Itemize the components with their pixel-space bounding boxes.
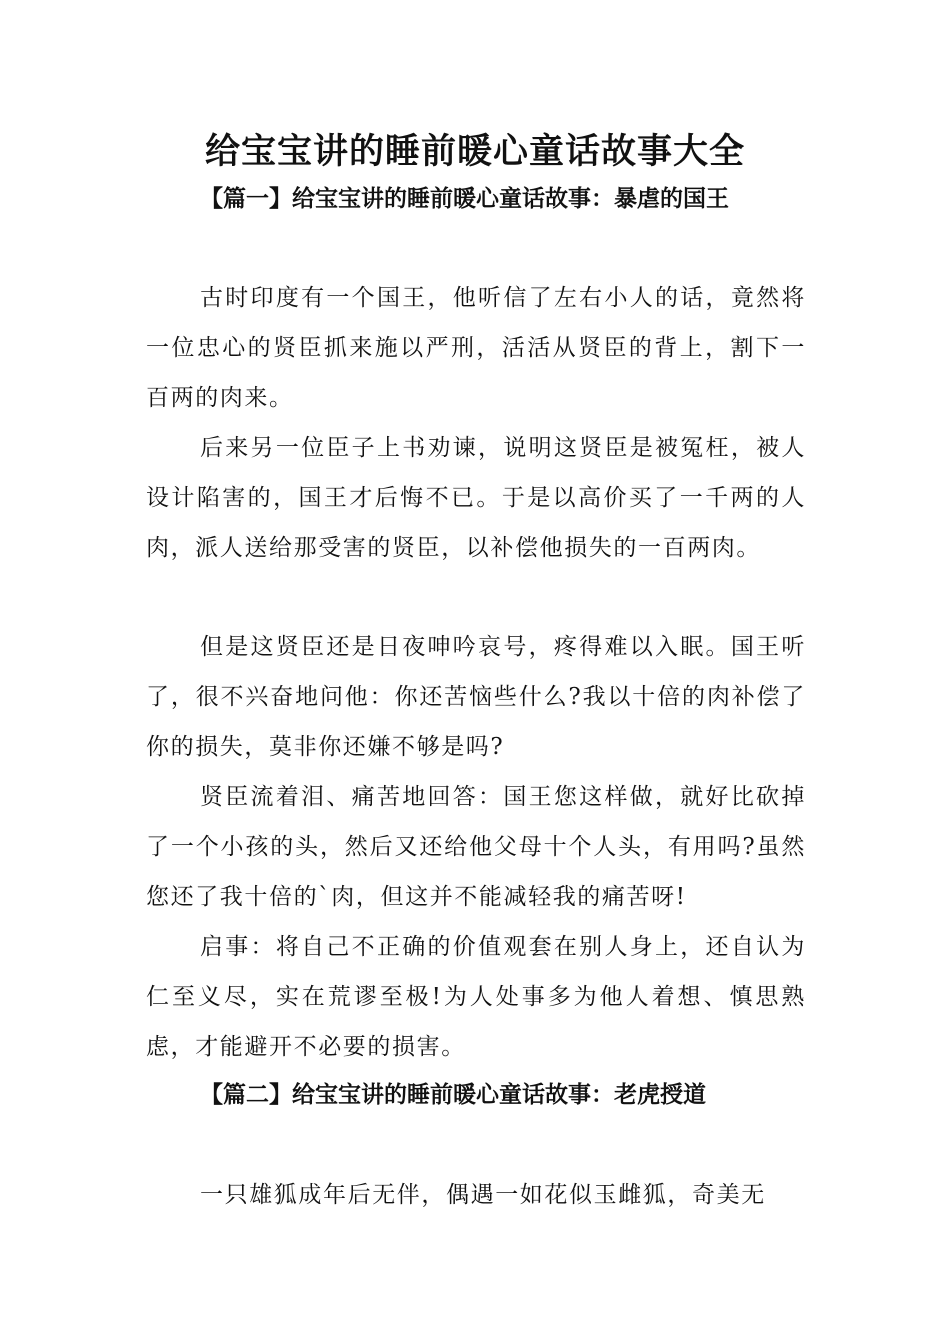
paragraph: 一只雄狐成年后无伴，偶遇一如花似玉雌狐，奇美无 [200,1182,766,1208]
section-heading-1: 【篇一】给宝宝讲的睡前暖心童话故事：暴虐的国王 [200,185,729,212]
document-title: 给宝宝讲的睡前暖心童话故事大全 [204,132,745,172]
paragraph: 但是这贤臣还是日夜呻吟哀号，疼得难以入眠。国王听了，很不兴奋地问他：你还苦恼些什么?我以十倍的肉补偿了你的损失，莫非你还嫌不够是吗? [146,634,806,760]
paragraph: 启事：将自己不正确的价值观套在别人身上，还自认为仁至义尽，实在荒谬至极!为人处事多为他人着想、慎思熟虑，才能避开不必要的损害。 [146,934,806,1060]
paragraph: 贤臣流着泪、痛苦地回答：国王您这样做，就好比砍掉了一个小孩的头，然后又还给他父母十个人头，有用吗?虽然您还了我十倍的`肉，但这并不能减轻我的痛苦呀! [146,784,806,910]
paragraph: 古时印度有一个国王，他听信了左右小人的话，竟然将一位忠心的贤臣抓来施以严刑，活活从贤臣的背上，割下一百两的肉来。 [146,285,806,411]
paragraph: 后来另一位臣子上书劝谏，说明这贤臣是被冤枉，被人设计陷害的，国王才后悔不已。于是以高价买了一千两的人肉，派人送给那受害的贤臣，以补偿他损失的一百两肉。 [146,435,806,561]
section-heading-2: 【篇二】给宝宝讲的睡前暖心童话故事：老虎授道 [200,1081,706,1108]
